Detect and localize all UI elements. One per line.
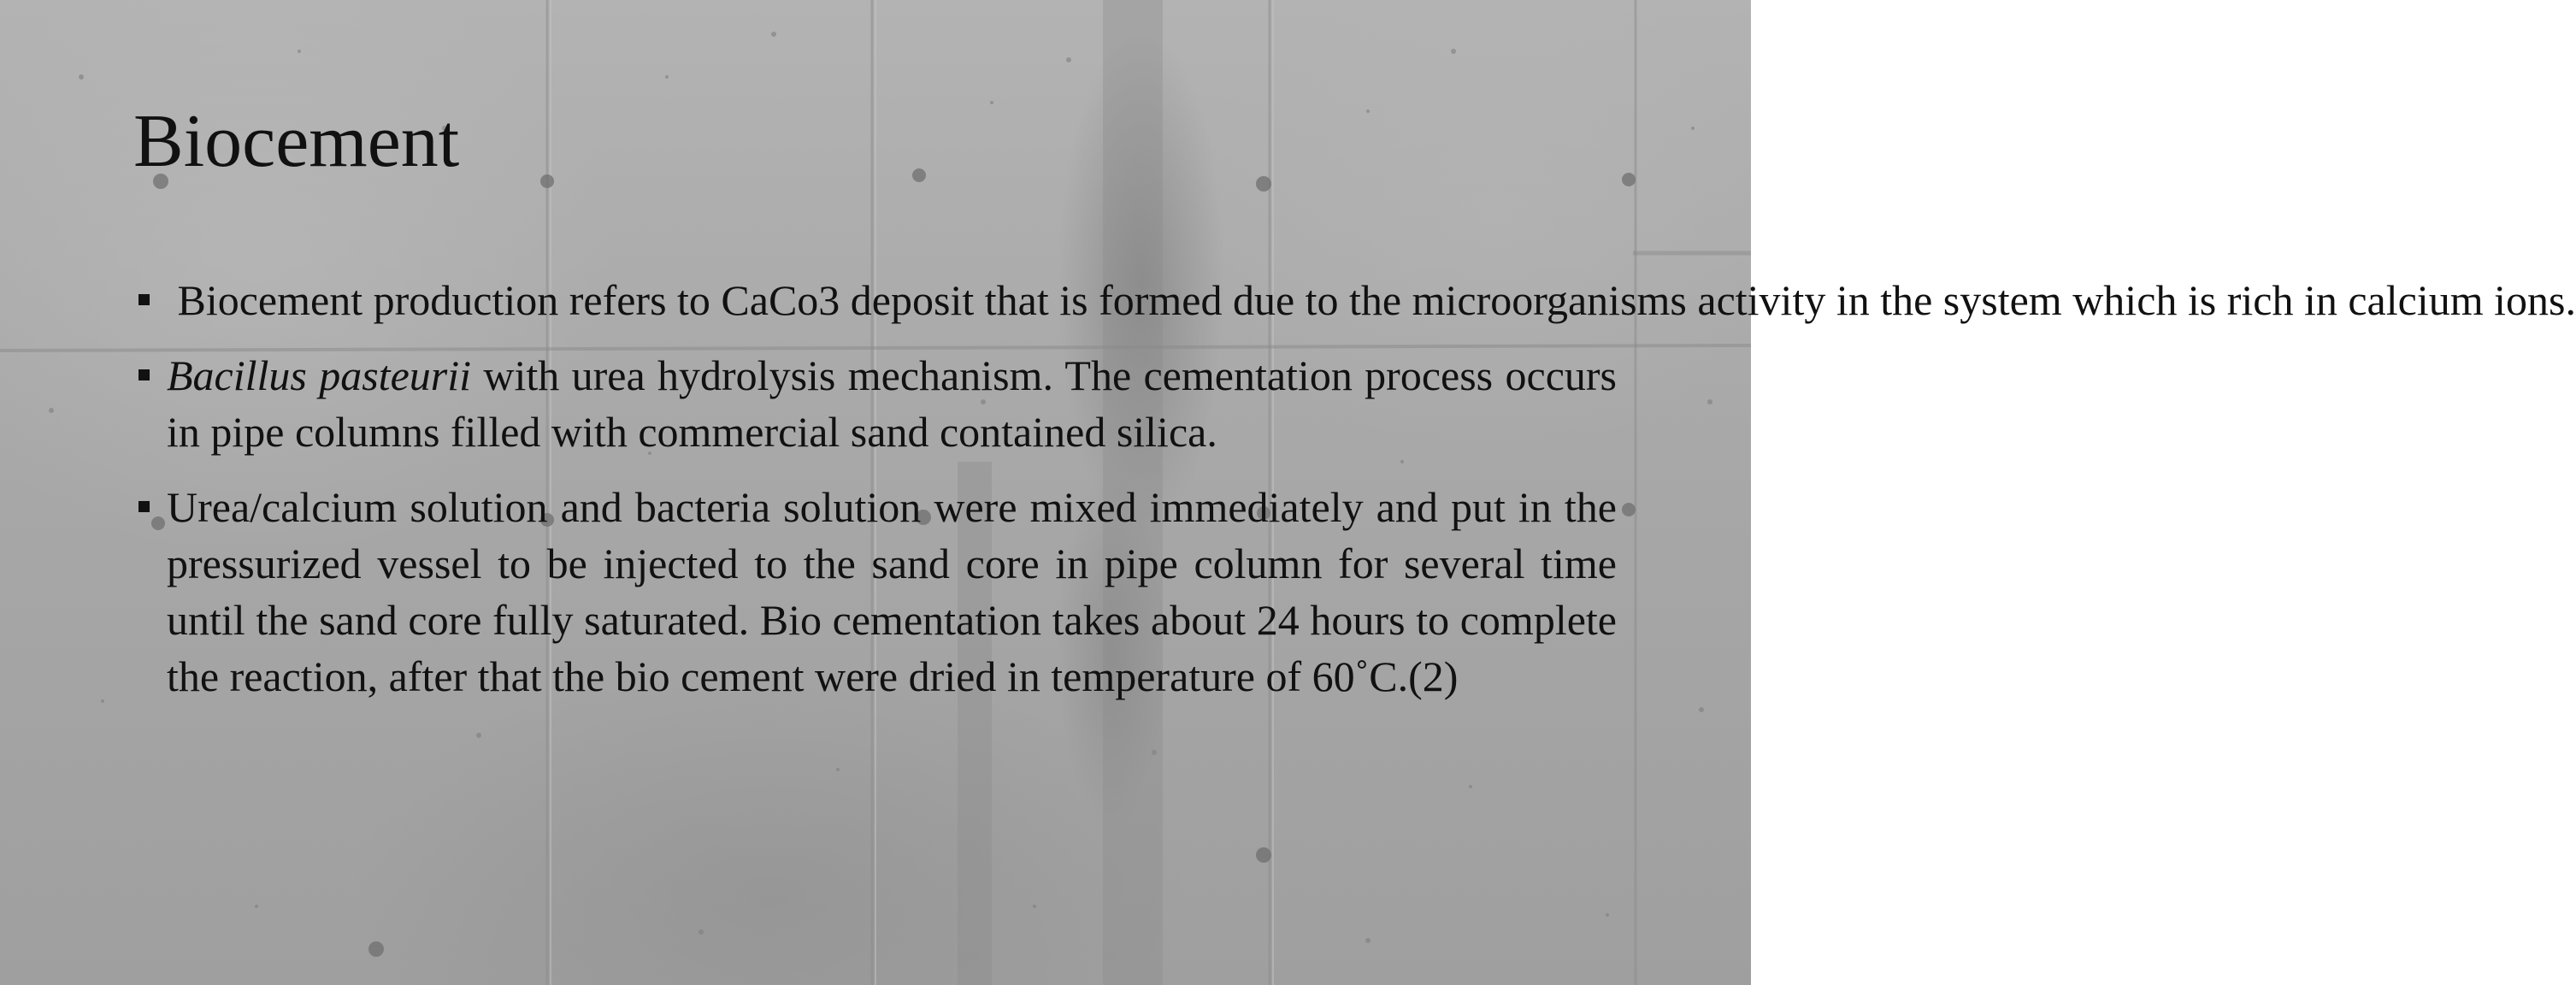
bullet-text: Biocement production refers to CaCo3 deposit that is formed due to the microorganisms activity in the system which is rich in calcium ions. [167, 276, 2576, 324]
bullet-item-bacillus-pasteurii [133, 347, 1617, 460]
bullet-item-urea-calcium-solution [133, 479, 1617, 705]
bullet-text: with urea hydrolysis mechanism. The cementation process occurs in pipe columns filled with commercial sand contained silica. [167, 351, 1617, 456]
square-bullet-icon [139, 501, 150, 512]
slide-title: Biocement [133, 100, 460, 183]
square-bullet-icon [139, 369, 150, 380]
bullet-item-biocement-production [133, 272, 2576, 328]
bullet-list [133, 272, 2576, 723]
bullet-text: Urea/calcium solution and bacteria solution were mixed immediately and put in the pressurized vessel to be injected to the sand core in pipe column for several time until the sand core fully saturated. Bio cementation takes about 24 hours to complete the reaction, after that the bio cement were dried in temperature of 60˚C.(2) [167, 483, 1617, 700]
species-name: Bacillus pasteurii [167, 351, 472, 399]
square-bullet-icon [139, 294, 150, 305]
